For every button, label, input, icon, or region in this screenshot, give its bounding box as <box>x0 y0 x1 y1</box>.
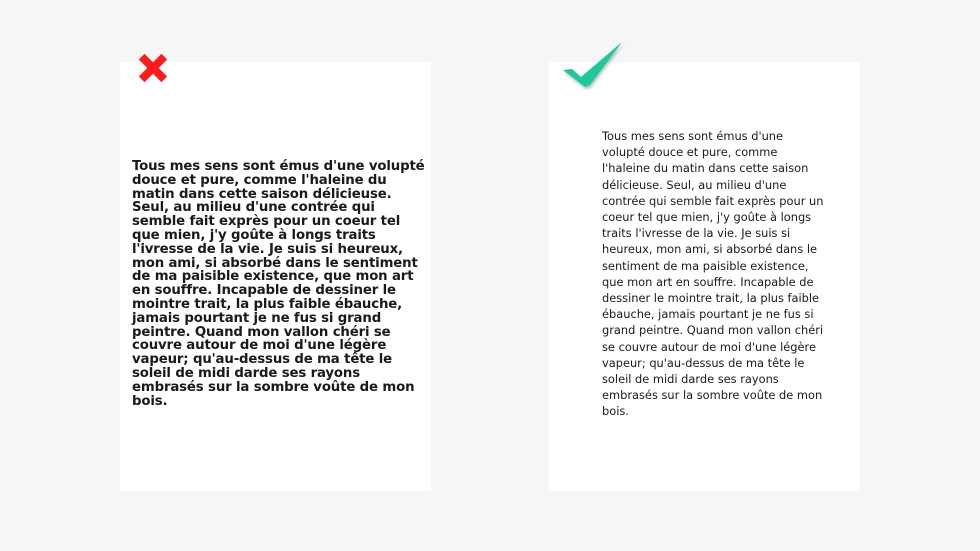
bad-example-paragraph: Tous mes sens sont émus d'une volupté douce et pure, comme l'haleine du matin dans cette saison délicieuse. Seul, au milieu d'une contrée qui semble fait exprès pour un coeur tel que mien, j'y goûte à longs traits l'ivresse de la vie. Je suis si heureux, mon ami, si absorbé dans le sentiment de ma paisible existence, que mon art en souffre. Incapable de dessiner le mointre trait, la plus faible ébauche, jamais pourtant je ne fus si grand peintre. Quand mon vallon chéri se couvre autour de moi d'une légère vapeur; qu'au-dessus de ma tête le soleil de midi darde ses rayons embrasés sur la sombre voûte de mon bois. <box>132 159 425 409</box>
cross-icon <box>135 50 171 86</box>
good-example-paragraph: Tous mes sens sont émus d'une volupté douce et pure, comme l'haleine du matin dans cette saison délicieuse. Seul, au milieu d'une contrée qui semble fait exprès pour un coeur tel que mien, j'y goûte à longs traits l'ivresse de la vie. Je suis si heureux, mon ami, si absorbé dans le sentiment de ma paisible existence, que mon art en souffre. Incapable de dessiner le mointre trait, la plus faible ébauche, jamais pourtant je ne fus si grand peintre. Quand mon vallon chéri se couvre autour de moi d'une légère vapeur; qu'au-dessus de ma tête le soleil de midi darde ses rayons embrasés sur la sombre voûte de mon bois. <box>602 129 824 419</box>
bad-example-card <box>120 62 431 491</box>
good-example-card <box>549 62 860 491</box>
checkmark-icon <box>560 38 626 90</box>
